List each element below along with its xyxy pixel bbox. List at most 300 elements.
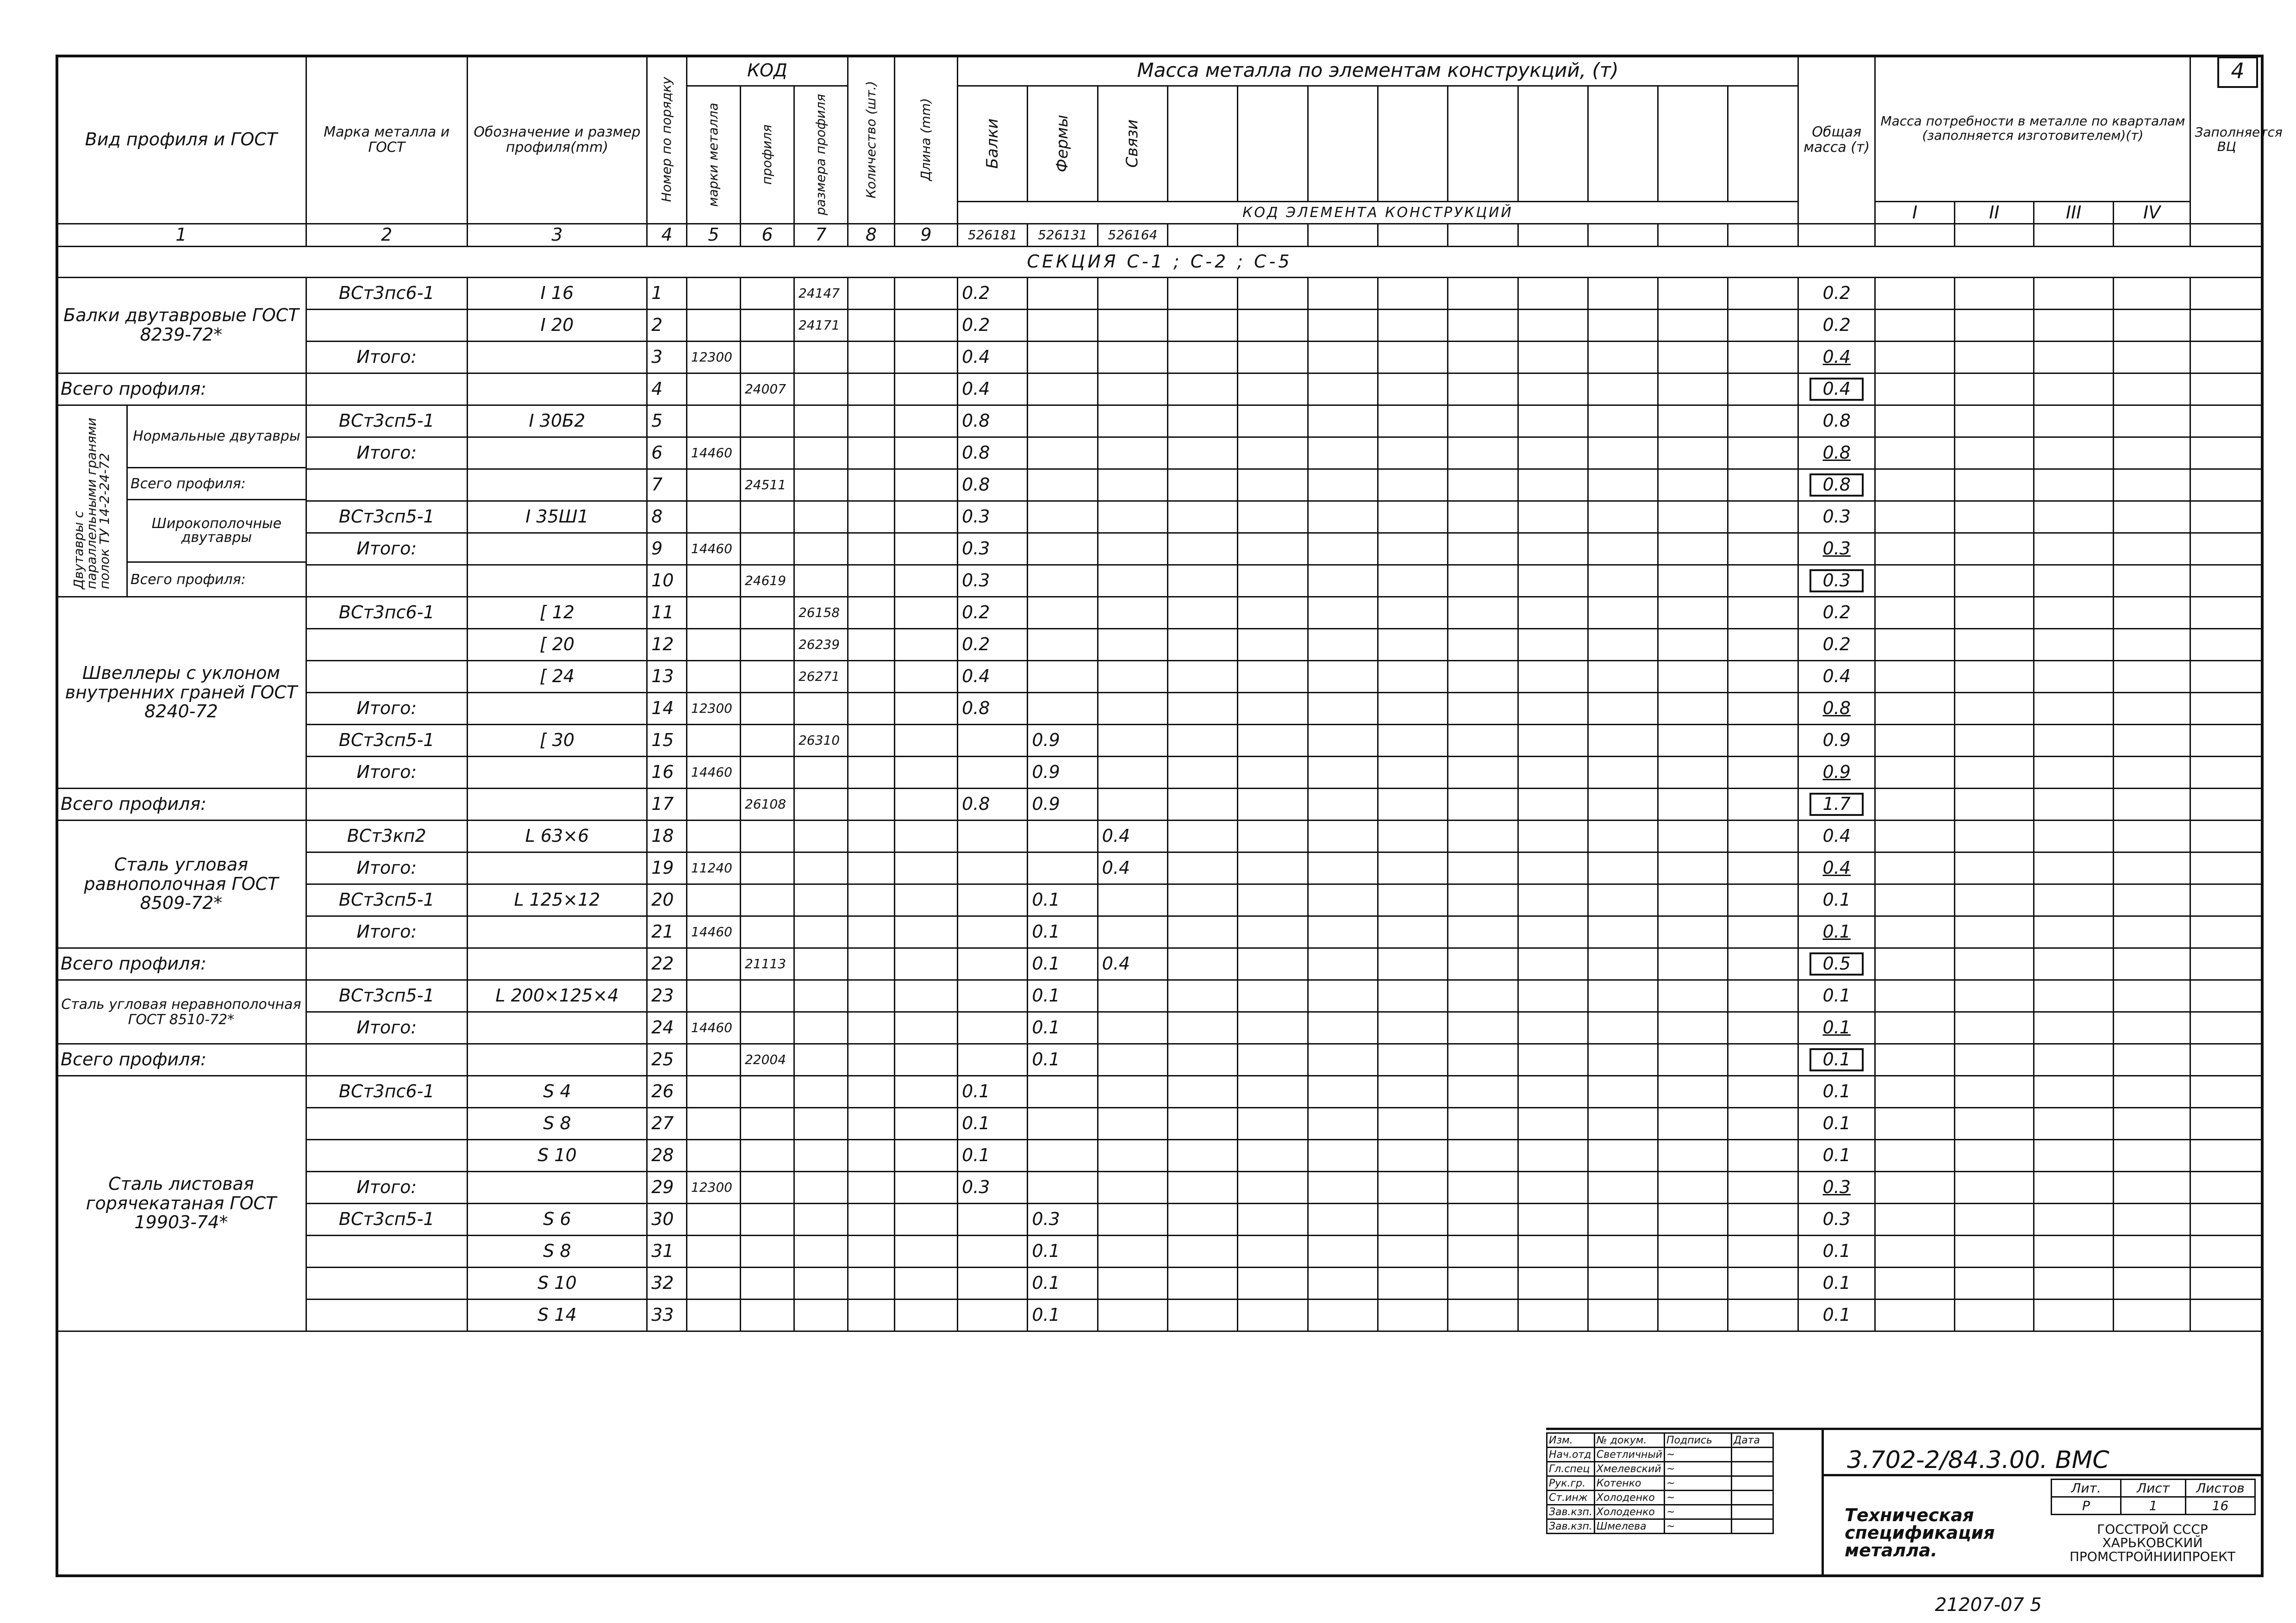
beams-mass-cell: 0.2 <box>958 278 1028 310</box>
group-unequal-angles: Сталь угловая неравнополочная ГОСТ 8510-72* <box>56 980 306 1044</box>
lit-value: Р <box>2052 1497 2121 1515</box>
trusses-mass-cell: 0.9 <box>1028 725 1098 757</box>
header-length: Длина (mm) <box>918 98 934 181</box>
profile-size-cell: S 10 <box>467 1140 647 1172</box>
header-trusses: Фермы <box>1053 115 1072 173</box>
beams-mass-cell <box>958 821 1028 852</box>
beams-mass-cell: 0.3 <box>958 533 1028 565</box>
colnum-1: 1 <box>56 224 306 247</box>
metal-grade-cell <box>306 661 467 693</box>
metal-grade-cell: ВСт3пс6-1 <box>306 597 467 629</box>
tb-header-podpis: Подпись <box>1665 1433 1732 1448</box>
code-size-cell <box>794 1076 848 1108</box>
braces-mass-cell <box>1098 1140 1167 1172</box>
metal-grade-cell <box>306 1140 467 1172</box>
code-grade-cell: 14460 <box>686 533 740 565</box>
code-profile-cell <box>740 437 794 469</box>
table-row <box>56 725 2263 757</box>
code-size-cell <box>794 1044 848 1076</box>
group-hot-rolled-sheet: Сталь листовая горячекатаная ГОСТ 19903-74* <box>56 1076 306 1331</box>
header-quantity: Количество (шт.) <box>863 81 879 199</box>
table-row <box>56 1236 2263 1268</box>
code-grade-cell <box>686 1236 740 1268</box>
header-q3: III <box>2034 202 2114 224</box>
header-code-size: размера профиля <box>813 94 829 216</box>
row-number-cell: 17 <box>647 789 687 821</box>
colnum-7: 7 <box>794 224 848 247</box>
table-row <box>56 1012 2263 1044</box>
trusses-mass-cell <box>1028 310 1098 342</box>
code-grade-cell <box>686 1268 740 1300</box>
trusses-mass-cell: 0.1 <box>1028 1044 1098 1076</box>
row-number-cell: 2 <box>647 310 687 342</box>
row-number-cell: 5 <box>647 405 687 437</box>
code-size-cell <box>794 342 848 373</box>
table-row <box>56 948 2263 980</box>
code-profile-cell <box>740 1012 794 1044</box>
braces-mass-cell <box>1098 533 1167 565</box>
table-row <box>56 693 2263 725</box>
total-mass-cell: 0.8 <box>1822 442 1851 463</box>
profile-size-cell <box>467 373 647 405</box>
total-mass-cell: 0.4 <box>1809 378 1863 401</box>
code-profile-cell <box>740 725 794 757</box>
braces-mass-cell: 0.4 <box>1098 821 1167 852</box>
code-grade-cell <box>686 661 740 693</box>
profile-size-cell: L 200×125×4 <box>467 980 647 1012</box>
code-grade-cell: 12300 <box>686 693 740 725</box>
profile-size-cell: [ 20 <box>467 629 647 661</box>
tb-header-data: Дата <box>1732 1433 1773 1448</box>
trusses-mass-cell: 0.1 <box>1028 980 1098 1012</box>
tb-role: Зав.кзп. <box>1547 1505 1595 1519</box>
profile-size-cell <box>467 469 647 501</box>
profile-size-cell: [ 24 <box>467 661 647 693</box>
group-total-label: Всего профиля: <box>131 571 246 588</box>
tb-name: Светличный <box>1594 1448 1664 1462</box>
total-mass-cell: 0.1 <box>1822 1305 1851 1325</box>
colnum-4: 4 <box>647 224 687 247</box>
profile-size-cell: S 8 <box>467 1236 647 1268</box>
sheet-value: 1 <box>2121 1497 2186 1515</box>
group-total-label: Всего профиля: <box>56 789 306 821</box>
total-mass-cell: 0.3 <box>1822 1177 1851 1198</box>
profile-size-cell: S 6 <box>467 1204 647 1236</box>
beams-mass-cell <box>958 916 1028 948</box>
metal-grade-cell <box>306 1300 467 1331</box>
code-size-cell <box>794 565 848 597</box>
braces-mass-cell <box>1098 757 1167 789</box>
metal-grade-cell <box>306 1268 467 1300</box>
trusses-mass-cell <box>1028 693 1098 725</box>
code-grade-cell <box>686 1076 740 1108</box>
metal-grade-cell: ВСт3пс6-1 <box>306 278 467 310</box>
total-mass-cell: 0.4 <box>1822 826 1851 846</box>
row-number-cell: 19 <box>647 852 687 884</box>
code-grade-cell <box>686 373 740 405</box>
beams-mass-cell <box>958 852 1028 884</box>
metal-grade-cell: Итого: <box>306 1172 467 1204</box>
code-grade-cell: 14460 <box>686 916 740 948</box>
colnum-3: 3 <box>467 224 647 247</box>
table-row <box>56 661 2263 693</box>
code-profile-cell <box>740 661 794 693</box>
title-block-divider <box>1822 1428 1824 1576</box>
beams-mass-cell <box>958 757 1028 789</box>
row-number-cell: 10 <box>647 565 687 597</box>
code-grade-cell <box>686 501 740 533</box>
beams-mass-cell: 0.8 <box>958 437 1028 469</box>
trusses-mass-cell <box>1028 533 1098 565</box>
metal-grade-cell: Итого: <box>306 757 467 789</box>
code-size-cell <box>794 693 848 725</box>
beams-mass-cell: 0.1 <box>958 1140 1028 1172</box>
code-grade-cell <box>686 789 740 821</box>
code-profile-cell <box>740 1108 794 1140</box>
code-profile-cell <box>740 757 794 789</box>
code-size-cell: 26239 <box>794 629 848 661</box>
braces-mass-cell: 0.4 <box>1098 948 1167 980</box>
group-wide-flange-beams: Широкополочные двутавры <box>128 500 306 563</box>
row-number-cell: 26 <box>647 1076 687 1108</box>
metal-grade-cell: ВСт3сп5-1 <box>306 405 467 437</box>
beams-mass-cell: 0.8 <box>958 405 1028 437</box>
metal-grade-cell: Итого: <box>306 916 467 948</box>
code-grade-cell <box>686 948 740 980</box>
beams-mass-cell: 0.3 <box>958 565 1028 597</box>
tb-name: Хмелевский <box>1594 1462 1664 1476</box>
profile-size-cell: S 4 <box>467 1076 647 1108</box>
group-total-label: Всего профиля: <box>56 1044 306 1076</box>
beams-mass-cell <box>958 725 1028 757</box>
group-total-label: Всего профиля: <box>56 948 306 980</box>
table-row <box>56 1108 2263 1140</box>
braces-mass-cell <box>1098 1012 1167 1044</box>
braces-mass-cell <box>1098 1108 1167 1140</box>
code-grade-cell <box>686 629 740 661</box>
lit-header: Лит. <box>2052 1480 2121 1497</box>
row-number-cell: 22 <box>647 948 687 980</box>
code-grade-cell <box>686 278 740 310</box>
code-size-cell <box>794 1236 848 1268</box>
profile-size-cell: S 10 <box>467 1268 647 1300</box>
braces-mass-cell <box>1098 884 1167 916</box>
metal-grade-cell <box>306 1236 467 1268</box>
total-mass-cell: 0.8 <box>1822 410 1851 431</box>
profile-size-cell <box>467 565 647 597</box>
table-row <box>56 1268 2263 1300</box>
tb-role: Ст.инж <box>1547 1491 1595 1505</box>
code-grade-cell <box>686 1204 740 1236</box>
code-size-cell <box>794 501 848 533</box>
profile-size-cell: S 14 <box>467 1300 647 1331</box>
metal-grade-cell: ВСт3кп2 <box>306 821 467 852</box>
braces-mass-cell <box>1098 565 1167 597</box>
beams-mass-cell: 0.2 <box>958 597 1028 629</box>
total-mass-cell: 0.1 <box>1822 1113 1851 1134</box>
tb-role: Гл.спец <box>1547 1462 1595 1476</box>
code-size-cell <box>794 1300 848 1331</box>
metal-grade-cell <box>306 310 467 342</box>
table-row <box>56 916 2263 948</box>
spec-table-body <box>56 278 2263 1485</box>
header-q2: II <box>1954 202 2034 224</box>
code-grade-cell <box>686 884 740 916</box>
beams-mass-cell: 0.1 <box>958 1108 1028 1140</box>
code-size-cell <box>794 405 848 437</box>
total-mass-cell: 0.3 <box>1809 569 1863 592</box>
trusses-mass-cell: 0.1 <box>1028 1236 1098 1268</box>
row-number-cell: 7 <box>647 469 687 501</box>
beams-mass-cell <box>958 980 1028 1012</box>
metal-grade-cell: Итого: <box>306 852 467 884</box>
trusses-mass-cell: 0.1 <box>1028 884 1098 916</box>
section-title: СЕКЦИЯ С-1 ; С-2 ; С-5 <box>56 247 2263 278</box>
trusses-mass-cell <box>1028 565 1098 597</box>
code-profile-cell <box>740 821 794 852</box>
tb-name: Котенко <box>1594 1476 1664 1491</box>
header-beams: Балки <box>983 118 1002 169</box>
metal-grade-cell: Итого: <box>306 533 467 565</box>
row-number-cell: 24 <box>647 1012 687 1044</box>
header-braces: Связи <box>1123 119 1142 168</box>
braces-mass-cell <box>1098 597 1167 629</box>
header-mass-by-elements: Масса металла по элементам конструкций, (т) <box>958 56 1798 86</box>
table-row <box>56 1204 2263 1236</box>
total-mass-cell: 0.4 <box>1822 858 1851 878</box>
metal-grade-cell <box>306 565 467 597</box>
row-number-cell: 18 <box>647 821 687 852</box>
sheet-info-table <box>2051 1479 2256 1515</box>
code-profile-cell <box>740 1204 794 1236</box>
code-size-cell <box>794 373 848 405</box>
beams-mass-cell <box>958 1044 1028 1076</box>
code-size-cell <box>794 852 848 884</box>
total-mass-cell: 0.1 <box>1822 985 1851 1006</box>
profile-size-cell: S 8 <box>467 1108 647 1140</box>
profile-size-cell: I 30Б2 <box>467 405 647 437</box>
metal-grade-cell: ВСт3сп5-1 <box>306 884 467 916</box>
code-profile-cell: 24511 <box>740 469 794 501</box>
row-number-cell: 21 <box>647 916 687 948</box>
total-mass-cell: 0.2 <box>1822 283 1851 304</box>
profile-size-cell <box>467 1172 647 1204</box>
total-mass-cell: 0.5 <box>1809 952 1863 976</box>
row-number-cell: 27 <box>647 1108 687 1140</box>
group-normal-beams: Нормальные двутавры <box>128 406 306 468</box>
profile-size-cell: I 16 <box>467 278 647 310</box>
braces-mass-cell <box>1098 310 1167 342</box>
profile-size-cell <box>467 533 647 565</box>
colnum-5: 5 <box>686 224 740 247</box>
metal-grade-cell: Итого: <box>306 342 467 373</box>
header-q4: IV <box>2113 202 2190 224</box>
code-profile-cell <box>740 1268 794 1300</box>
row-number-cell: 20 <box>647 884 687 916</box>
trusses-mass-cell <box>1028 278 1098 310</box>
header-total-mass: Общая масса (т) <box>1798 56 1875 224</box>
trusses-mass-cell <box>1028 852 1098 884</box>
code-grade-cell <box>686 1140 740 1172</box>
header-code: КОД <box>686 56 848 86</box>
total-mass-cell: 0.3 <box>1822 1209 1851 1230</box>
code-grade-cell <box>686 1108 740 1140</box>
total-mass-cell: 0.8 <box>1809 473 1863 497</box>
code-profile-cell: 24619 <box>740 565 794 597</box>
total-mass-cell: 0.1 <box>1822 1145 1851 1166</box>
beams-mass-cell: 0.3 <box>958 1172 1028 1204</box>
beams-mass-cell: 0.8 <box>958 469 1028 501</box>
metal-grade-cell: ВСт3сп5-1 <box>306 980 467 1012</box>
code-size-cell <box>794 469 848 501</box>
tb-header-izm: Изм. <box>1547 1433 1595 1448</box>
trusses-mass-cell <box>1028 373 1098 405</box>
total-mass-cell: 0.1 <box>1822 889 1851 910</box>
beams-mass-cell <box>958 884 1028 916</box>
table-row <box>56 373 2263 405</box>
trusses-mass-cell <box>1028 342 1098 373</box>
row-number-cell: 11 <box>647 597 687 629</box>
total-mass-cell: 0.1 <box>1822 921 1851 942</box>
metal-grade-cell <box>306 789 467 821</box>
braces-mass-cell <box>1098 916 1167 948</box>
document-title: Техническая спецификация металла. <box>1845 1505 1995 1561</box>
metal-spec-table <box>56 55 2283 1485</box>
trusses-mass-cell: 0.1 <box>1028 916 1098 948</box>
colnum-9: 9 <box>894 224 957 247</box>
header-profile-type: Вид профиля и ГОСТ <box>56 56 306 224</box>
beams-mass-cell <box>958 1300 1028 1331</box>
beams-mass-cell: 0.4 <box>958 661 1028 693</box>
trusses-mass-cell <box>1028 1076 1098 1108</box>
row-number-cell: 4 <box>647 373 687 405</box>
header-profile-size: Обозначение и размер профиля(mm) <box>467 56 647 224</box>
code-grade-cell <box>686 1300 740 1331</box>
row-number-cell: 30 <box>647 1204 687 1236</box>
code-size-cell <box>794 1140 848 1172</box>
beams-mass-cell <box>958 1204 1028 1236</box>
header-code-grade: марки металла <box>705 103 721 207</box>
table-row <box>56 789 2263 821</box>
row-number-cell: 16 <box>647 757 687 789</box>
row-number-cell: 9 <box>647 533 687 565</box>
total-mass-cell: 0.3 <box>1822 538 1851 559</box>
title-block-top-line <box>1546 1428 2264 1430</box>
total-mass-cell: 0.1 <box>1809 1048 1863 1071</box>
braces-mass-cell <box>1098 1204 1167 1236</box>
code-grade-cell: 11240 <box>686 852 740 884</box>
trusses-mass-cell: 0.1 <box>1028 1300 1098 1331</box>
table-row <box>56 1076 2263 1108</box>
code-size-cell: 24147 <box>794 278 848 310</box>
sheets-value: 16 <box>2186 1497 2255 1515</box>
row-number-cell: 6 <box>647 437 687 469</box>
profile-size-cell: L 125×12 <box>467 884 647 916</box>
code-grade-cell <box>686 405 740 437</box>
code-size-cell <box>794 948 848 980</box>
code-grade-cell: 14460 <box>686 1012 740 1044</box>
code-grade-cell <box>686 821 740 852</box>
total-mass-cell: 0.1 <box>1822 1081 1851 1102</box>
code-size-cell <box>794 980 848 1012</box>
code-size-cell <box>794 821 848 852</box>
total-mass-cell: 0.4 <box>1822 666 1851 687</box>
document-code: 3.702-2/84.3.00. ВМС <box>1847 1446 2109 1474</box>
profile-size-cell <box>467 757 647 789</box>
profile-size-cell <box>467 789 647 821</box>
element-code-beams: 526181 <box>958 224 1028 247</box>
total-mass-cell: 0.3 <box>1822 506 1851 527</box>
trusses-mass-cell <box>1028 1172 1098 1204</box>
metal-grade-cell: ВСт3сп5-1 <box>306 501 467 533</box>
beams-mass-cell: 0.8 <box>958 693 1028 725</box>
total-mass-cell: 0.4 <box>1822 347 1851 367</box>
braces-mass-cell <box>1098 789 1167 821</box>
table-row <box>56 1300 2263 1331</box>
metal-grade-cell: Итого: <box>306 437 467 469</box>
trusses-mass-cell: 0.9 <box>1028 757 1098 789</box>
profile-size-cell <box>467 948 647 980</box>
code-size-cell <box>794 789 848 821</box>
profile-size-cell: L 63×6 <box>467 821 647 852</box>
code-profile-cell <box>740 1076 794 1108</box>
code-size-cell <box>794 1172 848 1204</box>
beams-mass-cell: 0.4 <box>958 342 1028 373</box>
tb-role: Зав.кзп. <box>1547 1519 1595 1534</box>
total-mass-cell: 0.2 <box>1822 602 1851 623</box>
group-total-label: Всего профиля: <box>56 373 306 405</box>
row-number-cell: 1 <box>647 278 687 310</box>
colnum-6: 6 <box>740 224 794 247</box>
table-row <box>56 469 2263 501</box>
profile-size-cell <box>467 437 647 469</box>
element-code-braces: 526164 <box>1098 224 1167 247</box>
code-size-cell <box>794 757 848 789</box>
beams-mass-cell: 0.8 <box>958 789 1028 821</box>
code-profile-cell <box>740 501 794 533</box>
profile-size-cell <box>467 1012 647 1044</box>
sheet-corner-number: 4 <box>2217 56 2258 88</box>
table-row <box>56 629 2263 661</box>
row-number-cell: 32 <box>647 1268 687 1300</box>
sheet-header: Лист <box>2121 1480 2186 1497</box>
code-size-cell <box>794 916 848 948</box>
beams-mass-cell <box>958 1268 1028 1300</box>
beams-mass-cell: 0.4 <box>958 373 1028 405</box>
table-row <box>56 884 2263 916</box>
code-profile-cell <box>740 278 794 310</box>
braces-mass-cell <box>1098 1076 1167 1108</box>
code-profile-cell <box>740 852 794 884</box>
beams-mass-cell <box>958 948 1028 980</box>
code-profile-cell <box>740 1172 794 1204</box>
profile-size-cell <box>467 693 647 725</box>
sheets-header: Листов <box>2186 1480 2255 1497</box>
title-block-signatures: Изм. № докум. Подпись Дата Нач.отд Светличный ~ Гл.спец Хмелевский ~ Рук.гр. Котенко ~ Ст.инж Холоденко ~ Зав.кзп. Холоденко ~ Зав.кзп. Шмелева ~ <box>1546 1432 1806 1534</box>
braces-mass-cell: 0.4 <box>1098 852 1167 884</box>
tb-header-ndokum: № докум. <box>1594 1433 1664 1448</box>
row-number-cell: 14 <box>647 693 687 725</box>
colnum-8: 8 <box>848 224 894 247</box>
braces-mass-cell <box>1098 501 1167 533</box>
code-grade-cell <box>686 565 740 597</box>
code-grade-cell <box>686 310 740 342</box>
braces-mass-cell <box>1098 1172 1167 1204</box>
code-grade-cell <box>686 1044 740 1076</box>
total-mass-cell: 0.2 <box>1822 315 1851 336</box>
tb-role: Нач.отд <box>1547 1448 1595 1462</box>
trusses-mass-cell <box>1028 821 1098 852</box>
